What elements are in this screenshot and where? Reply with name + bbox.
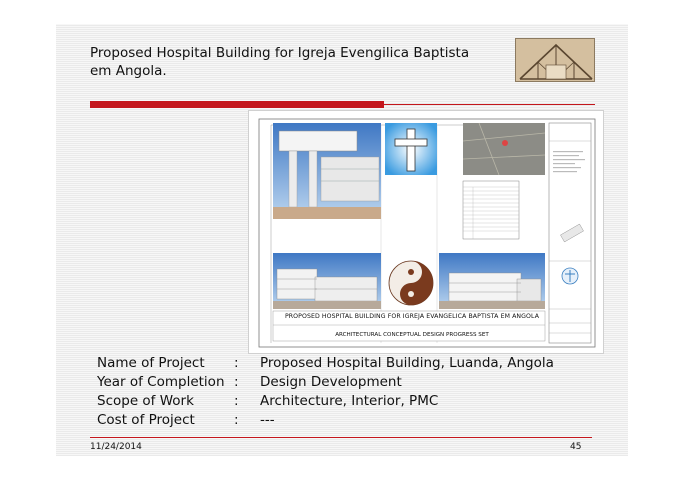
detail-value: Design Development <box>260 374 402 390</box>
sheet-caption-sub: ARCHITECTURAL CONCEPTUAL DESIGN PROGRESS SET <box>335 332 489 338</box>
slide-title <box>90 44 490 80</box>
title-line-2: em Angola. <box>90 63 167 79</box>
detail-row-name <box>97 354 554 373</box>
sheet-caption-main: PROPOSED HOSPITAL BUILDING FOR IGREJA EVANGELICA BAPTISTA EM ANGOLA <box>284 313 540 320</box>
detail-label: Cost of Project <box>97 412 195 428</box>
detail-separator: : <box>234 412 239 428</box>
project-details <box>97 354 554 430</box>
title-line-1: Proposed Hospital Building for Igreja Evengilica Baptista <box>90 45 470 61</box>
detail-row-cost <box>97 411 554 430</box>
detail-separator: : <box>234 393 239 409</box>
detail-label: Name of Project <box>97 355 205 371</box>
title-accent-bar <box>90 101 384 108</box>
detail-row-scope <box>97 392 554 411</box>
footer-divider <box>90 437 592 438</box>
roof-truss-thumbnail <box>515 38 595 82</box>
detail-separator: : <box>234 355 239 371</box>
detail-value: Architecture, Interior, PMC <box>260 393 439 409</box>
detail-label: Scope of Work <box>97 393 194 409</box>
footer-date: 11/24/2014 <box>90 442 142 452</box>
detail-row-year <box>97 373 554 392</box>
detail-value: --- <box>260 412 275 428</box>
title-accent-line <box>384 104 595 105</box>
roof-truss-drawing <box>516 39 595 82</box>
detail-value: Proposed Hospital Building, Luanda, Angola <box>260 355 554 371</box>
detail-separator: : <box>234 374 239 390</box>
page-number: 45 <box>570 442 582 452</box>
detail-label: Year of Completion <box>97 374 225 390</box>
